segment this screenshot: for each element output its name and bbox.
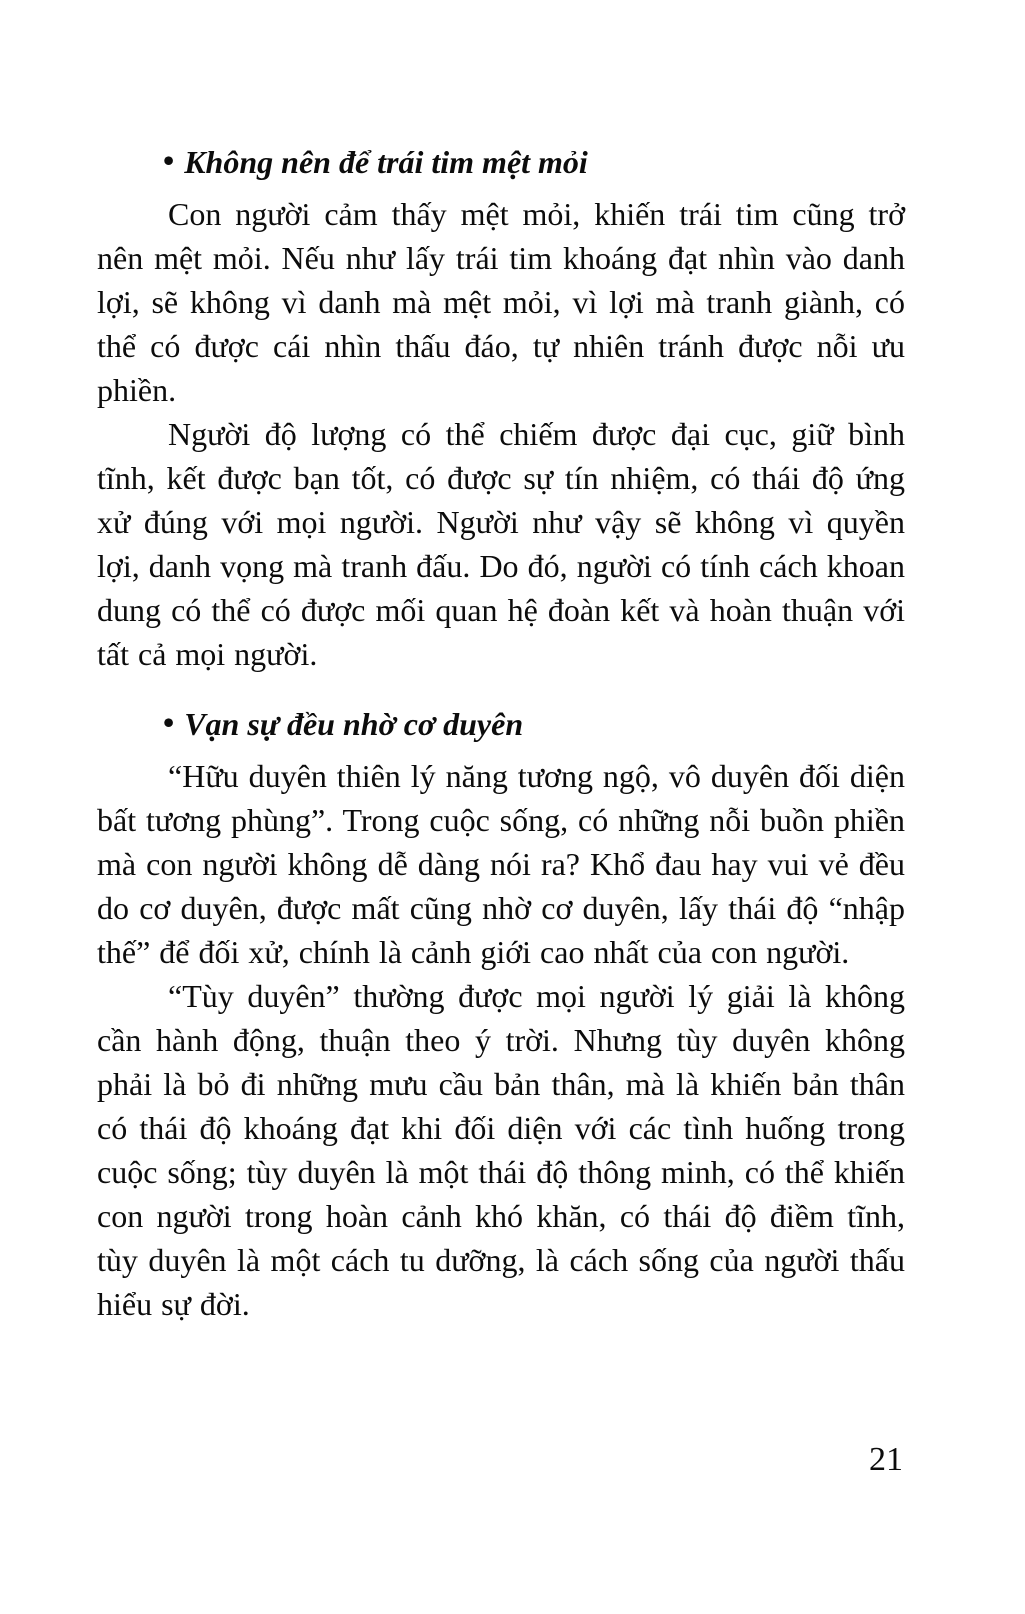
section-heading <box>97 702 905 746</box>
page-content <box>97 140 905 1326</box>
bullet-icon: • <box>163 704 175 740</box>
paragraph: “Hữu duyên thiên lý năng tương ngộ, vô duyên đối diện bất tương phùng”. Trong cuộc sống, có những nỗi buồn phiền mà con người không dễ dàng nói ra? Khổ đau hay vui vẻ đều do cơ duyên, được mất cũng nhờ cơ duyên, lấy thái độ “nhập thế” để đối xử, chính là cảnh giới cao nhất của con người. <box>97 758 905 970</box>
section-heading-text: Vạn sự đều nhờ cơ duyên <box>184 706 524 742</box>
paragraph: “Tùy duyên” thường được mọi người lý giải là không cần hành động, thuận theo ý trời. Nhưng tùy duyên không phải là bỏ đi những mưu cầu bản thân, mà là khiến bản thân có thái độ khoáng đạt khi đối diện với các tình huống trong cuộc sống; tùy duyên là một thái độ thông minh, có thể khiến con người trong hoàn cảnh khó khăn, có thái độ điềm tĩnh, tùy duyên là một cách tu dưỡng, là cách sống của người thấu hiểu sự đời. <box>97 978 905 1322</box>
page-number: 21 <box>869 1441 903 1478</box>
paragraph: Con người cảm thấy mệt mỏi, khiến trái tim cũng trở nên mệt mỏi. Nếu như lấy trái tim khoáng đạt nhìn vào danh lợi, sẽ không vì danh mà mệt mỏi, vì lợi mà tranh giành, có thể có được cái nhìn thấu đáo, tự nhiên tránh được nỗi ưu phiền. <box>97 196 905 408</box>
paragraph: Người độ lượng có thể chiếm được đại cục, giữ bình tĩnh, kết được bạn tốt, có được sự tín nhiệm, có thái độ ứng xử đúng với mọi người. Người như vậy sẽ không vì quyền lợi, danh vọng mà tranh đấu. Do đó, người có tính cách khoan dung có thể có được mối quan hệ đoàn kết và hoàn thuận với tất cả mọi người. <box>97 416 905 672</box>
section-heart <box>97 140 905 676</box>
section-heading-text: Không nên để trái tim mệt mỏi <box>184 144 588 180</box>
section-fate <box>97 702 905 1326</box>
section-heading <box>97 140 905 184</box>
bullet-icon: • <box>163 142 175 178</box>
